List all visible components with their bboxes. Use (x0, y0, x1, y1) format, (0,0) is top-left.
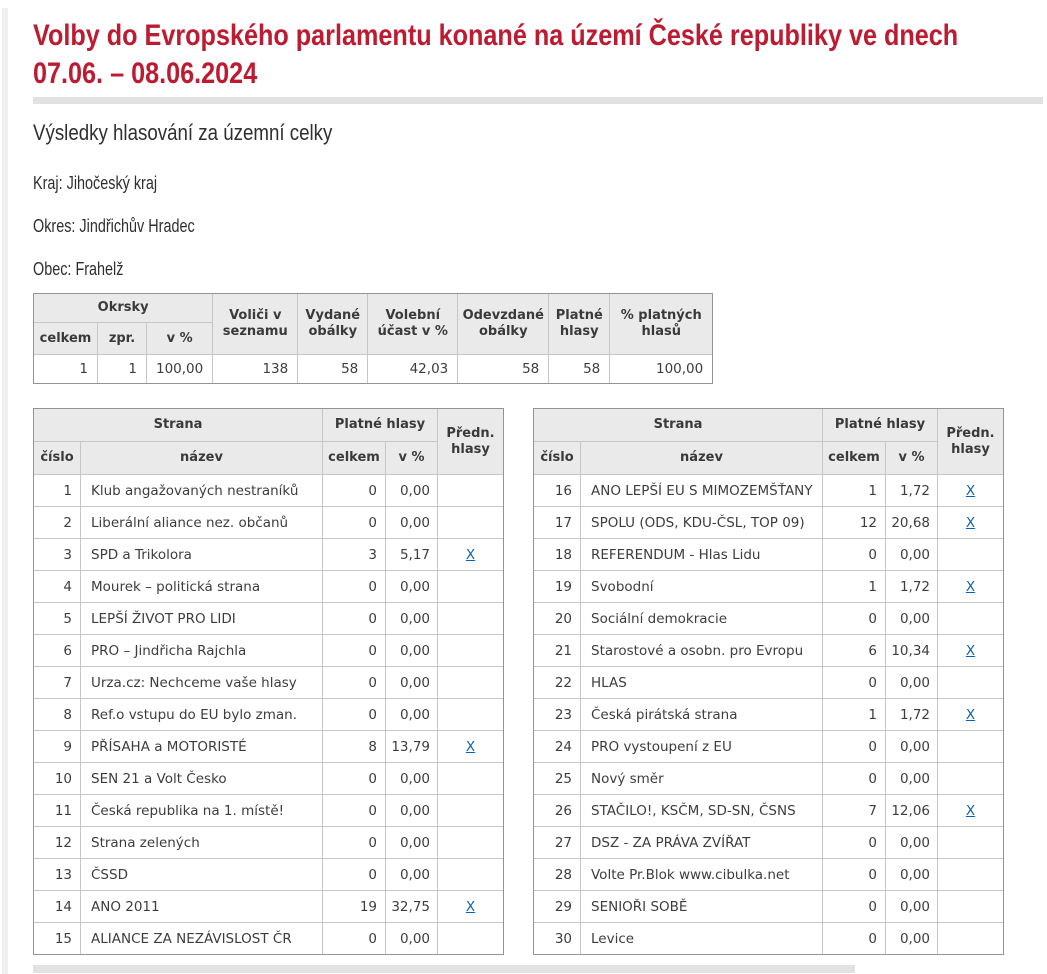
party-name: REFERENDUM - Hlas Lidu (581, 539, 823, 571)
party-votes-pct: 0,00 (886, 891, 938, 923)
page-title-line1: Volby do Evropského parlamentu konané na území České republiky ve dnech (33, 19, 959, 52)
party-row (534, 539, 1004, 571)
summary-okrsky-v-pct: 100,00 (147, 355, 213, 384)
party-header-predn-hlasy: Předn. hlasy (438, 409, 504, 475)
party-votes-pct: 0,00 (386, 635, 438, 667)
party-votes-pct: 0,00 (886, 827, 938, 859)
party-votes-total: 0 (323, 507, 386, 539)
party-header-nazev: název (581, 442, 823, 475)
district-value: Jindřichův Hradec (79, 216, 195, 236)
party-votes-pct: 0,00 (886, 603, 938, 635)
party-votes-total: 0 (323, 475, 386, 507)
party-name: Liberální aliance nez. občanů (81, 507, 323, 539)
summary-header-vydane-obalky: Vydané obálky (298, 294, 368, 355)
pref-votes-link[interactable]: X (965, 514, 976, 531)
pref-votes-cell (438, 699, 504, 731)
party-row (34, 635, 504, 667)
party-row (534, 731, 1004, 763)
party-row (534, 827, 1004, 859)
party-row (34, 827, 504, 859)
party-number: 25 (534, 763, 581, 795)
party-name: Svobodní (581, 571, 823, 603)
party-number: 1 (34, 475, 81, 507)
party-number: 7 (34, 667, 81, 699)
summary-header-platne-hlasy: Platné hlasy (549, 294, 610, 355)
party-header-platne-hlasy: Platné hlasy (823, 409, 938, 442)
party-name: STAČILO!, KSČM, SD-SN, ČSNS (581, 795, 823, 827)
party-row (534, 507, 1004, 539)
party-name: Strana zelených (81, 827, 323, 859)
party-votes-pct: 0,00 (386, 475, 438, 507)
party-votes-total: 8 (323, 731, 386, 763)
party-row (534, 667, 1004, 699)
party-number: 16 (534, 475, 581, 507)
party-votes-pct: 0,00 (886, 667, 938, 699)
party-votes-pct: 0,00 (386, 571, 438, 603)
party-votes-total: 3 (323, 539, 386, 571)
pref-votes-cell (938, 667, 1004, 699)
party-name: Urza.cz: Nechceme vaše hlasy (81, 667, 323, 699)
party-votes-pct: 0,00 (386, 827, 438, 859)
party-name: SEN 21 a Volt Česko (81, 763, 323, 795)
party-votes-total: 0 (323, 571, 386, 603)
party-number: 30 (534, 923, 581, 955)
party-row (34, 667, 504, 699)
party-row (534, 635, 1004, 667)
party-name: PRO vystoupení z EU (581, 731, 823, 763)
party-number: 23 (534, 699, 581, 731)
title-divider (33, 97, 1043, 104)
summary-header-zpr: zpr. (98, 323, 147, 355)
party-name: LEPŠÍ ŽIVOT PRO LIDI (81, 603, 323, 635)
party-number: 5 (34, 603, 81, 635)
party-header-nazev: název (81, 442, 323, 475)
party-name: Levice (581, 923, 823, 955)
summary-table (33, 293, 713, 384)
party-name: Mourek – politická strana (81, 571, 323, 603)
party-row (534, 795, 1004, 827)
party-votes-total: 0 (323, 763, 386, 795)
pref-votes-cell (938, 891, 1004, 923)
party-header-cislo: číslo (34, 442, 81, 475)
party-name: ČSSD (81, 859, 323, 891)
summary-vydane-obalky: 58 (298, 355, 368, 384)
summary-header-pct-platnych: % platných hlasů (610, 294, 713, 355)
summary-header-celkem: celkem (34, 323, 98, 355)
party-number: 21 (534, 635, 581, 667)
party-row (34, 699, 504, 731)
party-number: 13 (34, 859, 81, 891)
party-votes-total: 0 (323, 859, 386, 891)
party-number: 4 (34, 571, 81, 603)
party-name: Sociální demokracie (581, 603, 823, 635)
region-line (33, 173, 157, 194)
party-votes-pct: 12,06 (886, 795, 938, 827)
party-votes-pct: 13,79 (386, 731, 438, 763)
pref-votes-cell (438, 635, 504, 667)
pref-votes-cell (438, 795, 504, 827)
party-name: ALIANCE ZA NEZÁVISLOST ČR (81, 923, 323, 955)
party-row (34, 891, 504, 923)
party-votes-pct: 10,34 (886, 635, 938, 667)
party-votes-pct: 0,00 (386, 699, 438, 731)
party-name: SENIOŘI SOBĚ (581, 891, 823, 923)
pref-votes-cell (938, 571, 1004, 603)
party-row (534, 923, 1004, 955)
party-row (34, 859, 504, 891)
party-row (34, 571, 504, 603)
pref-votes-cell (438, 923, 504, 955)
municipality-label: Obec: (33, 259, 72, 279)
section-title: Výsledky hlasování za územní celky (33, 120, 333, 145)
party-votes-total: 19 (323, 891, 386, 923)
party-name: HLAS (581, 667, 823, 699)
party-name: DSZ - ZA PRÁVA ZVÍŘAT (581, 827, 823, 859)
party-votes-total: 12 (823, 507, 886, 539)
summary-row (34, 355, 713, 384)
party-row (534, 603, 1004, 635)
pref-votes-cell (938, 699, 1004, 731)
municipality-value: Frahelž (75, 259, 124, 279)
party-table-right (533, 408, 1004, 955)
pref-votes-link[interactable]: X (965, 706, 976, 723)
party-votes-pct: 5,17 (386, 539, 438, 571)
summary-header-v-pct: v % (147, 323, 213, 355)
pref-votes-link[interactable]: X (965, 642, 976, 659)
party-header-strana: Strana (534, 409, 823, 442)
party-votes-total: 0 (823, 827, 886, 859)
region-label: Kraj: (33, 173, 63, 193)
party-votes-pct: 0,00 (886, 923, 938, 955)
party-votes-total: 0 (323, 635, 386, 667)
party-table-left (33, 408, 504, 955)
pref-votes-cell (438, 603, 504, 635)
party-votes-total: 1 (823, 475, 886, 507)
pref-votes-link[interactable]: X (465, 738, 476, 755)
pref-votes-cell (938, 635, 1004, 667)
bottom-divider (33, 965, 855, 973)
party-votes-pct: 0,00 (386, 795, 438, 827)
pref-votes-cell (938, 827, 1004, 859)
party-votes-pct: 0,00 (886, 859, 938, 891)
pref-votes-cell (438, 667, 504, 699)
party-name: Starostové a osobn. pro Evropu (581, 635, 823, 667)
pref-votes-link[interactable]: X (965, 482, 976, 499)
party-header-celkem: celkem (823, 442, 886, 475)
party-number: 11 (34, 795, 81, 827)
pref-votes-cell (938, 923, 1004, 955)
party-votes-total: 0 (323, 827, 386, 859)
party-row (34, 539, 504, 571)
party-name: Nový směr (581, 763, 823, 795)
pref-votes-cell (438, 507, 504, 539)
summary-ucast: 42,03 (368, 355, 458, 384)
pref-votes-cell (438, 891, 504, 923)
summary-odevzdane-obalky: 58 (458, 355, 549, 384)
party-name: Česká republika na 1. místě! (81, 795, 323, 827)
party-number: 27 (534, 827, 581, 859)
party-votes-pct: 0,00 (386, 667, 438, 699)
pref-votes-cell (438, 731, 504, 763)
party-row (534, 475, 1004, 507)
summary-header-volici: Voliči v seznamu (213, 294, 298, 355)
party-name: ANO LEPŠÍ EU S MIMOZEMŠŤANY (581, 475, 823, 507)
party-number: 10 (34, 763, 81, 795)
pref-votes-cell (438, 539, 504, 571)
party-row (534, 859, 1004, 891)
page-title-line2: 07.06. – 08.06.2024 (33, 57, 258, 90)
party-row (34, 763, 504, 795)
party-votes-total: 0 (323, 923, 386, 955)
party-number: 14 (34, 891, 81, 923)
party-row (534, 699, 1004, 731)
party-header-celkem: celkem (323, 442, 386, 475)
party-votes-total: 0 (323, 603, 386, 635)
party-row (534, 891, 1004, 923)
party-number: 15 (34, 923, 81, 955)
party-name: PŘÍSAHA a MOTORISTÉ (81, 731, 323, 763)
summary-table-head (34, 294, 713, 355)
summary-table-body (34, 355, 713, 384)
pref-votes-cell (438, 859, 504, 891)
party-number: 8 (34, 699, 81, 731)
pref-votes-cell (938, 763, 1004, 795)
pref-votes-cell (438, 475, 504, 507)
party-number: 24 (534, 731, 581, 763)
pref-votes-link[interactable]: X (965, 578, 976, 595)
summary-header-odevzdane-obalky: Odevzdané obálky (458, 294, 549, 355)
party-number: 17 (534, 507, 581, 539)
left-edge-strip (2, 8, 8, 974)
party-row (534, 763, 1004, 795)
party-votes-total: 0 (823, 603, 886, 635)
party-votes-pct: 0,00 (886, 731, 938, 763)
party-votes-total: 0 (823, 923, 886, 955)
party-votes-pct: 1,72 (886, 699, 938, 731)
party-name: SPOLU (ODS, KDU-ČSL, TOP 09) (581, 507, 823, 539)
pref-votes-link[interactable]: X (465, 898, 476, 915)
party-name: Ref.o vstupu do EU bylo zman. (81, 699, 323, 731)
party-row (34, 923, 504, 955)
summary-okrsky-zpr: 1 (98, 355, 147, 384)
pref-votes-cell (438, 763, 504, 795)
party-number: 28 (534, 859, 581, 891)
party-header-v-pct: v % (886, 442, 938, 475)
party-number: 26 (534, 795, 581, 827)
summary-okrsky-celkem: 1 (34, 355, 98, 384)
pref-votes-cell (938, 507, 1004, 539)
party-name: PRO – Jindřicha Rajchla (81, 635, 323, 667)
party-number: 20 (534, 603, 581, 635)
party-votes-pct: 0,00 (886, 763, 938, 795)
party-table-body-left (34, 475, 504, 955)
party-row (34, 731, 504, 763)
pref-votes-cell (938, 475, 1004, 507)
party-name: Volte Pr.Blok www.cibulka.net (581, 859, 823, 891)
party-number: 6 (34, 635, 81, 667)
party-name: Klub angažovaných nestraníků (81, 475, 323, 507)
party-votes-total: 7 (823, 795, 886, 827)
party-header-platne-hlasy: Platné hlasy (323, 409, 438, 442)
party-row (534, 571, 1004, 603)
party-votes-pct: 0,00 (386, 763, 438, 795)
municipality-line (33, 259, 123, 280)
party-row (34, 603, 504, 635)
party-number: 18 (534, 539, 581, 571)
party-votes-pct: 1,72 (886, 571, 938, 603)
party-votes-total: 0 (823, 891, 886, 923)
party-votes-pct: 32,75 (386, 891, 438, 923)
party-votes-total: 0 (823, 859, 886, 891)
party-row (34, 795, 504, 827)
pref-votes-link[interactable]: X (465, 546, 476, 563)
party-header-cislo: číslo (534, 442, 581, 475)
party-votes-pct: 0,00 (386, 859, 438, 891)
summary-header-ucast: Volební účast v % (368, 294, 458, 355)
pref-votes-cell (938, 859, 1004, 891)
party-votes-total: 0 (323, 699, 386, 731)
party-number: 12 (34, 827, 81, 859)
pref-votes-cell (938, 795, 1004, 827)
region-value: Jihočeský kraj (66, 173, 158, 193)
party-votes-total: 0 (323, 795, 386, 827)
party-votes-pct: 0,00 (386, 603, 438, 635)
pref-votes-cell (438, 827, 504, 859)
party-number: 22 (534, 667, 581, 699)
party-number: 29 (534, 891, 581, 923)
party-header-strana: Strana (34, 409, 323, 442)
party-votes-total: 1 (823, 699, 886, 731)
party-row (34, 507, 504, 539)
page-title (33, 17, 958, 93)
district-line (33, 216, 195, 237)
party-header-predn-hlasy: Předn. hlasy (938, 409, 1004, 475)
party-table-head (34, 409, 504, 475)
party-name: SPD a Trikolora (81, 539, 323, 571)
pref-votes-cell (938, 731, 1004, 763)
party-votes-total: 0 (323, 667, 386, 699)
party-votes-total: 6 (823, 635, 886, 667)
pref-votes-link[interactable]: X (965, 802, 976, 819)
party-number: 3 (34, 539, 81, 571)
party-number: 19 (534, 571, 581, 603)
party-votes-total: 0 (823, 539, 886, 571)
party-votes-total: 1 (823, 571, 886, 603)
party-votes-total: 0 (823, 667, 886, 699)
party-row (34, 475, 504, 507)
party-votes-pct: 0,00 (386, 923, 438, 955)
party-table-body-right (534, 475, 1004, 955)
pref-votes-cell (438, 571, 504, 603)
party-votes-pct: 1,72 (886, 475, 938, 507)
party-header-v-pct: v % (386, 442, 438, 475)
party-votes-total: 0 (823, 731, 886, 763)
party-votes-pct: 0,00 (886, 539, 938, 571)
summary-volici: 138 (213, 355, 298, 384)
party-table-head (534, 409, 1004, 475)
party-number: 2 (34, 507, 81, 539)
party-votes-pct: 20,68 (886, 507, 938, 539)
pref-votes-cell (938, 539, 1004, 571)
party-votes-total: 0 (823, 763, 886, 795)
party-votes-pct: 0,00 (386, 507, 438, 539)
summary-header-okrsky: Okrsky (34, 294, 213, 323)
district-label: Okres: (33, 216, 76, 236)
summary-platne-hlasy: 58 (549, 355, 610, 384)
party-name: ANO 2011 (81, 891, 323, 923)
summary-pct-platnych: 100,00 (610, 355, 713, 384)
party-number: 9 (34, 731, 81, 763)
pref-votes-cell (938, 603, 1004, 635)
party-name: Česká pirátská strana (581, 699, 823, 731)
